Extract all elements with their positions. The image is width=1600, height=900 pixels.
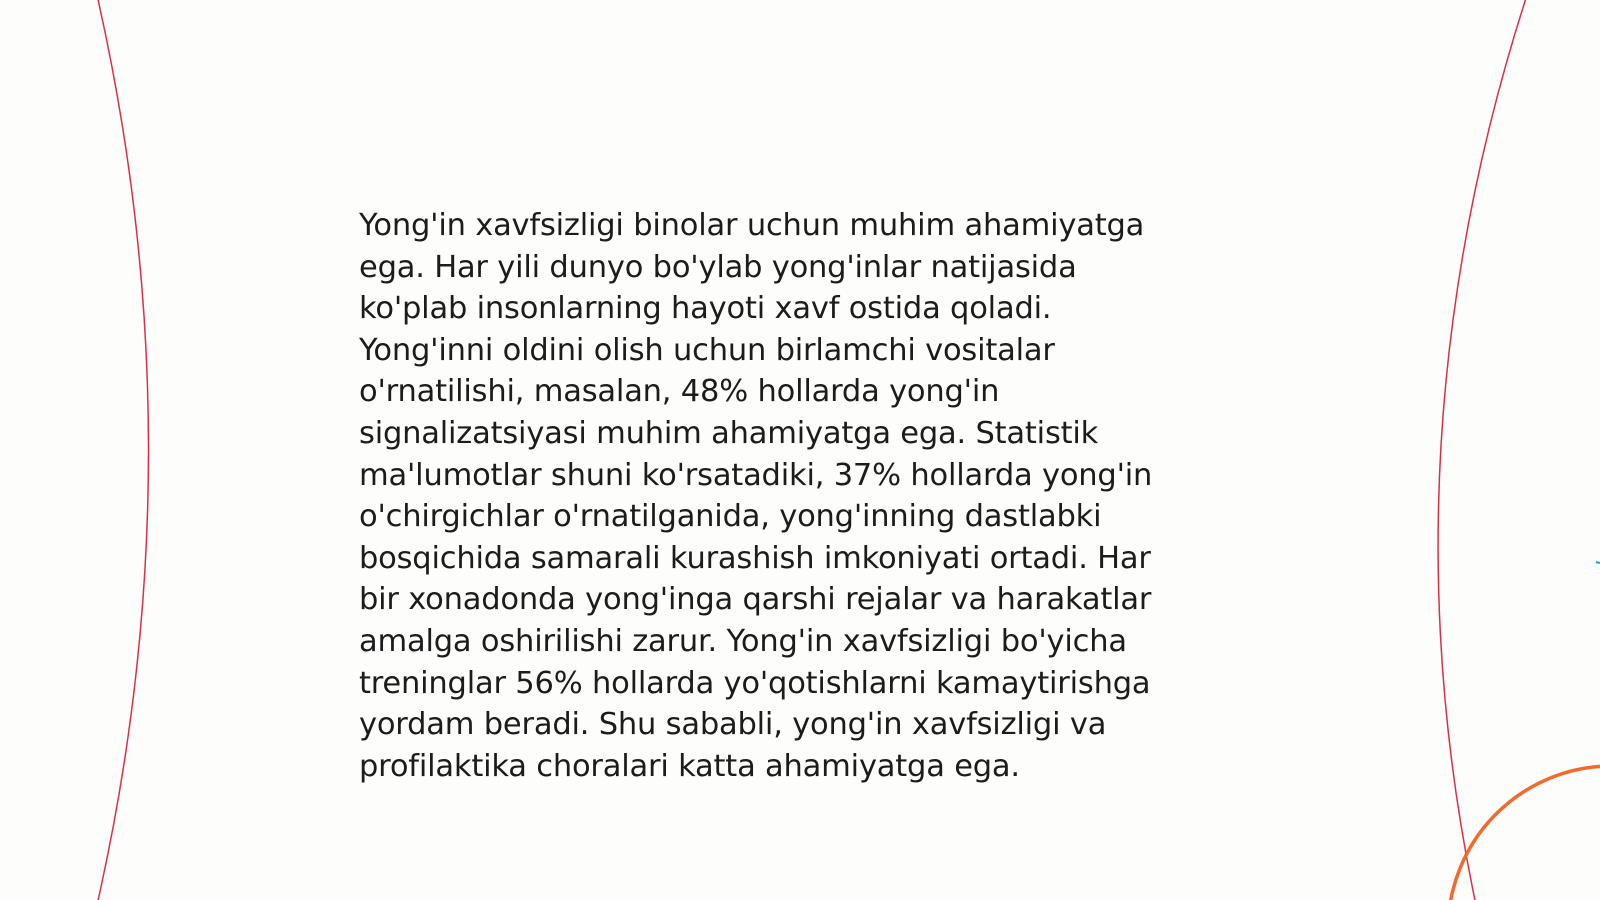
left-curve bbox=[97, 0, 149, 900]
teal-accent-mark bbox=[1596, 562, 1600, 563]
body-paragraph: Yong'in xavfsizligi binolar uchun muhim ahamiyatga ega. Har yili dunyo bo'ylab yong'inlar natijasida ko'plab insonlarning hayoti xavf ostida qoladi. Yong'inni oldini olish uchun birlamchi vositalar o'rnatilishi, masalan, 48% hollarda yong'in signalizatsiyasi muhim ahamiyatga ega. Statistik ma'lumotlar shuni ko'rsatadiki, 37% hollarda yong'in o'chirgichlar o'rnatilganida, yong'inning dastlabki bosqichida samarali kurashish imkoniyati ortadi. Har bir xonadonda yong'inga qarshi rejalar va harakatlar amalga oshirilishi zarur. Yong'in xavfsizligi bo'yicha treninglar 56% hollarda yo'qotishlarni kamaytirishga yordam beradi. Shu sababli, yong'in xavfsizligi va profilaktika choralari katta ahamiyatga ega. bbox=[359, 208, 1153, 784]
right-curve bbox=[1438, 0, 1527, 900]
